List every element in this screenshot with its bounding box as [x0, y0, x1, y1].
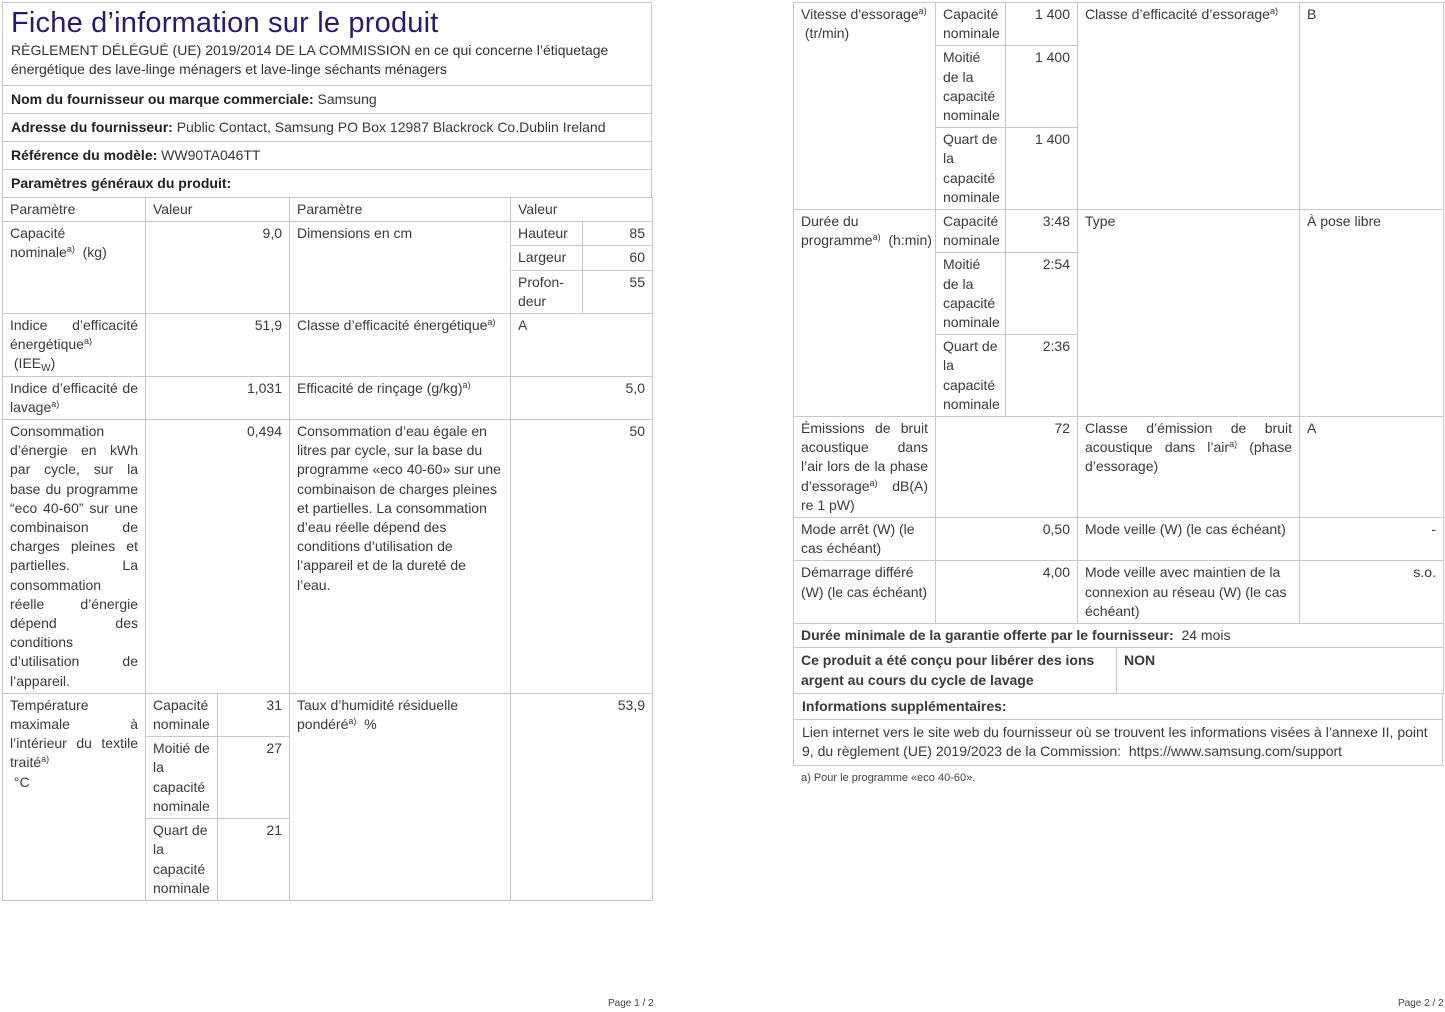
temp-quarter-label: Quart de la capacité nominale — [146, 819, 218, 901]
model-row — [3, 141, 651, 169]
table-row — [794, 648, 1444, 693]
network-standby-value: s.o. — [1300, 561, 1444, 624]
duration-rated-value: 3:48 — [1006, 210, 1078, 253]
dimensions-label: Dimensions en cm — [290, 222, 511, 314]
duration-rated-label: Capacité nominale — [936, 210, 1006, 253]
washing-value: 1,031 — [146, 376, 290, 419]
washing-label: Indice d’efficacité de lavage$^{a)}$ — [3, 376, 146, 419]
params-heading: Paramètres généraux du produit: — [3, 169, 651, 197]
capacity-label: Capacité nominale$^{a)}$ (kg) — [3, 222, 146, 314]
parameters-table — [2, 197, 653, 901]
supplier-row — [3, 85, 651, 113]
spin-label: Vitesse d'essorage$^{a)}$ (tr/min) — [794, 3, 936, 210]
address-row — [3, 113, 651, 141]
table-row — [794, 518, 1444, 561]
page-number-2: Page 2 / 2 — [1398, 998, 1444, 1009]
spin-quarter-label: Quart de la capacité nominale — [936, 128, 1006, 210]
spin-rated-label: Capacité nominale — [936, 3, 1006, 46]
eei-value: 51,9 — [146, 314, 290, 377]
network-standby-label: Mode veille avec maintien de la connexion au réseau (W) (le cas échéant) — [1078, 561, 1300, 624]
model-label: Référence du modèle: — [11, 147, 158, 163]
spin-class-value: B — [1300, 3, 1444, 210]
col-header-value-2: Valeur — [511, 198, 653, 222]
col-header-value: Valeur — [146, 198, 290, 222]
address-value: Public Contact, Samsung PO Box 12987 Blackrock Co.Dublin Ireland — [176, 119, 606, 135]
delay-start-label: Démarrage différé (W) (le cas échéant) — [794, 561, 936, 624]
silver-value: NON — [1117, 648, 1444, 693]
type-value: À pose libre — [1300, 210, 1444, 417]
temperature-label: Température maximale à l’intérieur du textile traité$^{a)}$ °C — [3, 693, 146, 900]
address-label: Adresse du fournisseur: — [11, 119, 173, 135]
warranty-label: Durée minimale de la garantie offerte par le fournisseur: — [801, 627, 1174, 644]
duration-quarter-label: Quart de la capacité nominale — [936, 335, 1006, 417]
capacity-value: 9,0 — [146, 222, 290, 314]
height-label: Hauteur — [511, 222, 583, 246]
temp-rated-label: Capacité nominale — [146, 693, 218, 736]
page-2 — [793, 2, 1443, 784]
table-row — [794, 624, 1444, 648]
water-consumption-value: 50 — [511, 420, 653, 694]
energy-consumption-label: Consommation d’énergie en kWh par cycle, sur la base du programme “eco 40-60” sur une combinaison de charges pleines et partielles. La consommation réelle d’énergie dépend des conditions d’utilisation de l’appareil. — [3, 420, 146, 694]
noise-label: Émissions de bruit acoustique dans l’air lors de la phase d’essorage$^{a)}$ dB(A) re 1 pW) — [794, 417, 936, 518]
table-row — [794, 210, 1444, 253]
energy-consumption-value: 0,494 — [146, 420, 290, 694]
off-mode-label: Mode arrêt (W) (le cas échéant) — [794, 518, 936, 561]
info-url[interactable]: https://www.samsung.com/support — [1128, 742, 1343, 759]
silver-label: Ce produit a été conçu pour libérer des ions argent au cours du cycle de lavage — [794, 648, 1117, 693]
table-row — [794, 3, 1444, 46]
table-row — [3, 314, 653, 377]
standby-value: - — [1300, 518, 1444, 561]
energy-class-value: A — [511, 314, 653, 377]
table-header-row — [3, 198, 653, 222]
page-number-1: Page 1 / 2 — [608, 998, 654, 1009]
noise-class-label: Classe d’émission de bruit acoustique dans l’air$^{a)}$ (phase d’essorage) — [1078, 417, 1300, 518]
rinsing-value: 5,0 — [511, 376, 653, 419]
col-header-param-2: Paramètre — [290, 198, 511, 222]
water-consumption-label: Consommation d’eau égale en litres par cycle, sur la base du programme «eco 40-60» sur une combinaison de charges pleines et partielles. La consommation d’eau réelle dépend des conditions d’utilisation de l’appareil et de la dureté de l’eau. — [290, 420, 511, 694]
info-label: Informations supplémentaires: — [802, 697, 1007, 714]
spin-table — [793, 2, 1444, 648]
supplier-value: Samsung — [317, 91, 377, 107]
delay-start-value: 4,00 — [936, 561, 1078, 624]
spin-rated-value: 1 400 — [1006, 3, 1078, 46]
page-1 — [2, 2, 652, 901]
table-row — [794, 417, 1444, 518]
page-title: Fiche d’information sur le produit — [11, 7, 439, 39]
model-value: WW90TA046TT — [161, 147, 261, 163]
duration-quarter-value: 2:36 — [1006, 335, 1078, 417]
temp-half-value: 27 — [218, 737, 290, 819]
temp-rated-value: 31 — [218, 693, 290, 736]
off-mode-value: 0,50 — [936, 518, 1078, 561]
page-1-header — [2, 2, 652, 197]
width-value: 60 — [583, 246, 653, 270]
rinsing-label: Efficacité de rinçage $(g/kg)^{a)}$ — [290, 376, 511, 419]
spin-half-value: 1 400 — [1006, 46, 1078, 128]
supplier-label: Nom du fournisseur ou marque commerciale: — [11, 91, 314, 107]
col-header-param: Paramètre — [3, 198, 146, 222]
table-row — [794, 561, 1444, 624]
table-row — [3, 376, 653, 419]
spin-class-label: Classe d’efficacité d’essorage$^{a)}$ — [1078, 3, 1300, 210]
spin-quarter-value: 1 400 — [1006, 128, 1078, 210]
footnote: a) Pour le programme «eco 40-60». — [801, 771, 976, 784]
warranty-row — [794, 624, 1444, 648]
spin-half-label: Moitié de la capacité nominale — [936, 46, 1006, 128]
humidity-value: 53,9 — [511, 693, 653, 900]
height-value: 85 — [583, 222, 653, 246]
table-row — [3, 420, 653, 694]
temp-half-label: Moitié de la capacité nominale — [146, 737, 218, 819]
temp-quarter-value: 21 — [218, 819, 290, 901]
info-box — [793, 693, 1443, 766]
info-text: Lien internet vers le site web du fournisseur où se trouvent les informations visées à l’annexe II, point 9, du règlement (UE) 2019/2023 de la Commission: https://www.samsung.com/support — [794, 719, 1442, 765]
table-row — [3, 693, 653, 736]
table-row — [3, 222, 653, 246]
duration-half-label: Moitié de la capacité nominale — [936, 253, 1006, 335]
energy-class-label: Classe d’efficacité énergétique$^{a)}$ — [290, 314, 511, 377]
warranty-value: 24 mois — [1181, 627, 1231, 644]
eei-label: Indice d’efficacité énergétique$^{a)}$ $(IEE_W)$ — [3, 314, 146, 377]
duration-label: Durée du programme$^{a)}$ (h:min) — [794, 210, 936, 417]
noise-class-value: A — [1300, 417, 1444, 518]
width-label: Largeur — [511, 246, 583, 270]
humidity-label: Taux d’humidité résiduelle pondéré$^{a)}$ % — [290, 693, 511, 900]
regulation-text: RÈGLEMENT DÉLÉGUÉ (UE) 2019/2014 DE LA COMMISSION en ce qui concerne l’étiquetage énergétique des lave-linge ménagers et lave-linge séchants ménagers — [11, 42, 609, 77]
silver-table — [793, 647, 1444, 693]
noise-value: 72 — [936, 417, 1078, 518]
depth-value: 55 — [583, 270, 653, 313]
standby-label: Mode veille (W) (le cas échéant) — [1078, 518, 1300, 561]
duration-half-value: 2:54 — [1006, 253, 1078, 335]
type-label: Type — [1078, 210, 1300, 417]
depth-label: Profon- deur — [511, 270, 583, 313]
